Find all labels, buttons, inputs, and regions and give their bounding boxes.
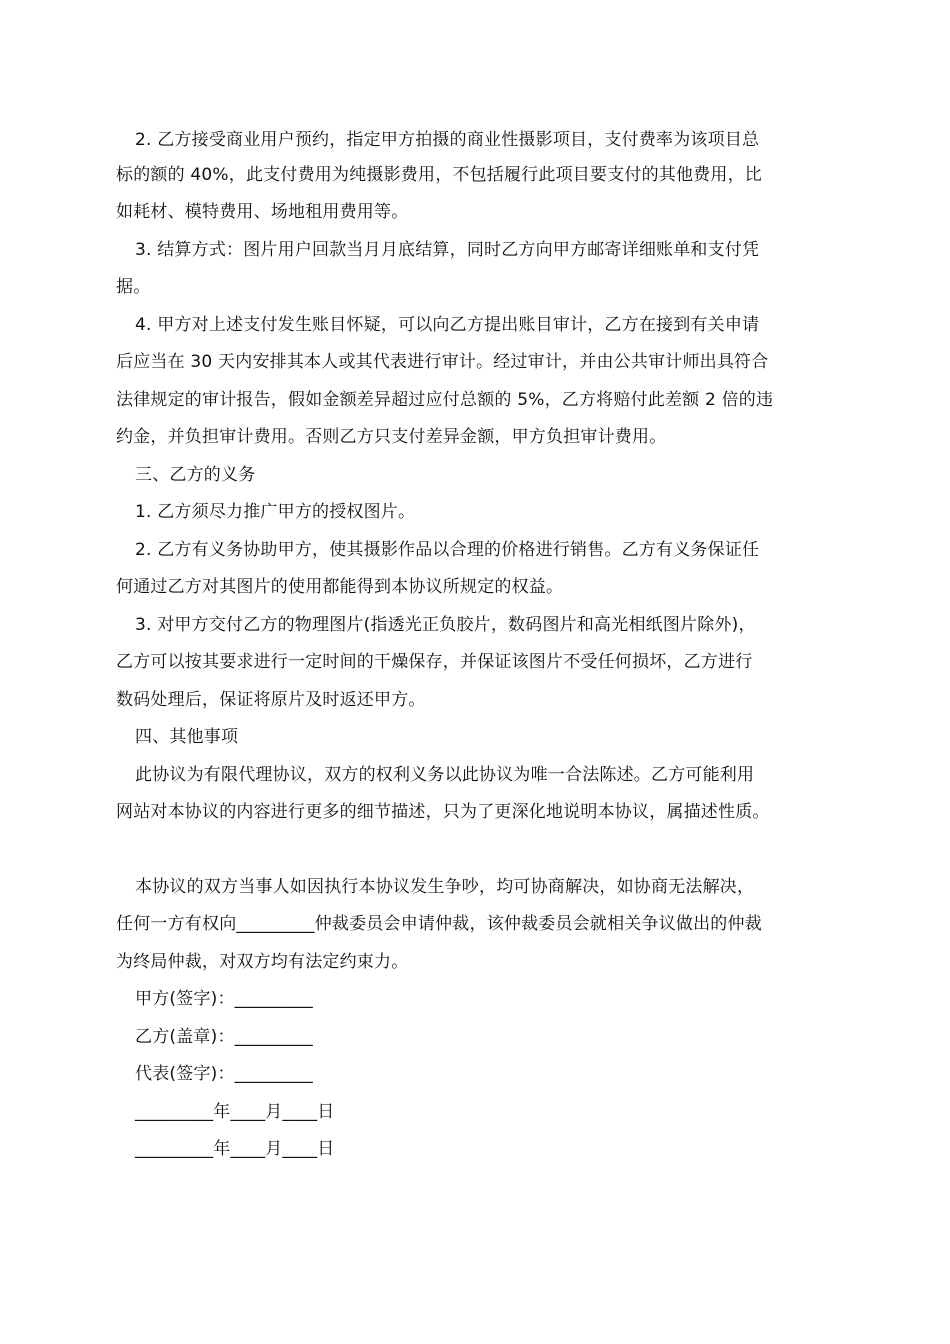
paragraph-line: 本协议的双方当事人如因执行本协议发生争吵，均可协商解决，如协商无法解决，: [135, 877, 755, 897]
signature-representative: 代表(签字)：_________: [135, 1064, 313, 1084]
signature-party-b: 乙方(盖章)：_________: [135, 1027, 313, 1047]
paragraph-line: 2. 乙方有义务协助甲方，使其摄影作品以合理的价格进行销售。乙方有义务保证任: [135, 540, 760, 560]
paragraph-line: 2. 乙方接受商业用户预约，指定甲方拍摄的商业性摄影项目，支付费率为该项目总: [135, 130, 760, 150]
signature-party-a: 甲方(签字)：_________: [135, 989, 313, 1009]
paragraph-line: 此协议为有限代理协议，双方的权利义务以此协议为唯一合法陈述。乙方可能利用: [135, 765, 755, 785]
paragraph-line: 网站对本协议的内容进行更多的细节描述，只为了更深化地说明本协议，属描述性质。: [116, 802, 770, 822]
section-heading: 三、乙方的义务: [135, 465, 256, 485]
paragraph-line: 3. 结算方式：图片用户回款当月月底结算，同时乙方向甲方邮寄详细账单和支付凭: [135, 240, 760, 260]
paragraph-line: 法律规定的审计报告，假如金额差异超过应付总额的 5%，乙方将赔付此差额 2 倍的违: [116, 390, 774, 410]
date-line: _________年____月____日: [135, 1139, 335, 1159]
paragraph-line: 如耗材、模特费用、场地租用费用等。: [116, 202, 409, 222]
paragraph-line: 为终局仲裁，对双方均有法定约束力。: [116, 952, 409, 972]
paragraph-line: 1. 乙方须尽力推广甲方的授权图片。: [135, 502, 416, 522]
paragraph-line: 约金，并负担审计费用。否则乙方只支付差异金额，甲方负担审计费用。: [116, 427, 667, 447]
paragraph-line: 据。: [116, 277, 151, 297]
paragraph-line: 何通过乙方对其图片的使用都能得到本协议所规定的权益。: [116, 577, 564, 597]
paragraph-line: 4. 甲方对上述支付发生账目怀疑，可以向乙方提出账目审计，乙方在接到有关申请: [135, 315, 760, 335]
date-line: _________年____月____日: [135, 1102, 335, 1122]
paragraph-line: 任何一方有权向_________仲裁委员会申请仲裁，该仲裁委员会就相关争议做出的仲裁: [116, 914, 762, 934]
paragraph-line: 3. 对甲方交付乙方的物理图片(指透光正负胶片，数码图片和高光相纸图片除外)，: [135, 615, 756, 635]
paragraph-line: 乙方可以按其要求进行一定时间的干燥保存，并保证该图片不受任何损坏，乙方进行: [116, 652, 753, 672]
paragraph-line: 后应当在 30 天内安排其本人或其代表进行审计。经过审计，并由公共审计师出具符合: [116, 352, 769, 372]
paragraph-line: 标的额的 40%，此支付费用为纯摄影费用，不包括履行此项目要支付的其他费用，比: [116, 165, 762, 185]
paragraph-line: 数码处理后，保证将原片及时返还甲方。: [116, 690, 426, 710]
section-heading: 四、其他事项: [135, 727, 239, 747]
